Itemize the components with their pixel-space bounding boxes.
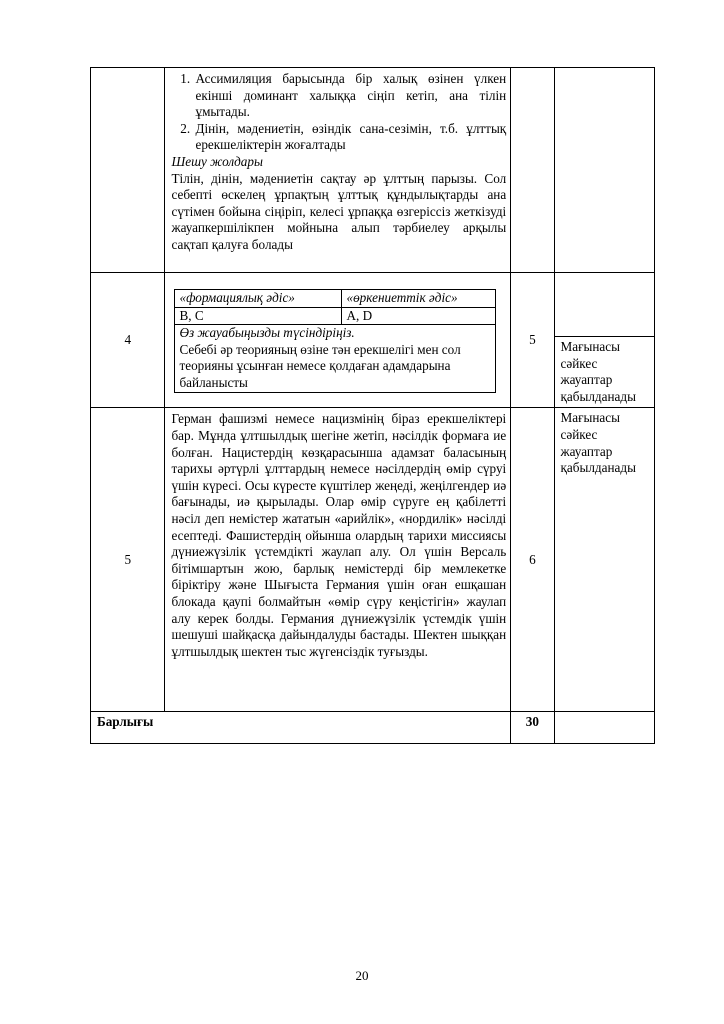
table-row	[175, 307, 496, 325]
note-cell	[554, 712, 655, 744]
answer-key-table	[90, 67, 655, 744]
table-row	[175, 325, 496, 392]
table-row-5	[91, 408, 655, 712]
method-header: «өркениеттік әдіс»	[342, 290, 496, 308]
note-cell	[554, 68, 655, 273]
method-value: B, C	[175, 307, 342, 325]
note-cell	[554, 273, 655, 408]
solution-text: Тілін, дінін, мәдениетін сақтау әр ұлттың парызы. Сол себепті өскелең ұрпақтың ұлттық құндылықтарды ана сүтімен бойына сіңіріп, келесі ұрпаққа өзгеріссіз жеткізуді жауапкершілікпен мойнына алып тәрбиелеу арқылы сақтап қалуға болады	[171, 170, 507, 252]
table-row-total	[91, 712, 655, 744]
method-header: «формациялық әдіс»	[175, 290, 342, 308]
explanation-cell	[175, 325, 496, 392]
total-label: Барлығы	[91, 712, 511, 744]
answer-cell	[165, 273, 511, 408]
total-score: 30	[511, 712, 554, 744]
list-item: 2. Дінін, мәдениетін, өзіндік сана-сезімін, т.б. ұлттық ерекшеліктерін жоғалтады	[193, 121, 506, 154]
explanation-heading: Өз жауабыңызды түсіндіріңіз.	[179, 325, 355, 341]
list-item: 1. Ассимиляция барысында бір халық өзінен үлкен екінші доминант халыққа сіңіп кетіп, ана тілін ұмытады.	[193, 71, 506, 121]
note-text: Мағынасы сәйкес жауаптар қабылданады	[555, 336, 655, 407]
solution-heading: Шешу жолдары	[171, 153, 263, 169]
answer-cell	[165, 68, 511, 273]
score-cell	[511, 68, 554, 273]
note-cell	[554, 408, 655, 712]
row-number-cell: 4	[91, 273, 165, 408]
note-text: Мағынасы сәйкес жауаптар қабылданады	[560, 410, 636, 476]
score-cell: 5	[511, 273, 554, 408]
score-cell: 6	[511, 408, 554, 712]
answer-cell: Герман фашизмі немесе нацизмінің біраз ерекшеліктері бар. Мұнда ұлтшылдық шегіне жетіп, нәсілдік формаға ие болған. Нацистердің көзқарасынша адамзат баласының тарихы әртүрлі ұлттардың немесе нәсілдердің өмір сүруі үшін күресі. Осы күресте күштілер жеңеді, жеңілгендер иә бағынады, иә қырылады. Олар өмір сүруге ең қабілетті нәсіл деп немістер жататын «арийлік», «нордилік» нәсілді есептеді. Фашистердің ойынша олардың тарихи миссиясы дүниежүзілік үстемдікті жаулап алу. Ол үшін Версаль бітімшартын жою, барлық немістерді бір мемлекетке біріктіру және Шығыста Германия үшін оған ешқашан блокада қаупі болмайтын «өмір сүру кеңістігін» жаулап алу керек болды. Германия дүниежүзілік үстемдік үшін шешуші шайқасқа дайындалуды бастады. Шектен шыққан ұлтшылдық шектен тыс жүгенсіздік туғызды.	[165, 408, 511, 712]
row-number-cell: 5	[91, 408, 165, 712]
table-row	[175, 290, 496, 308]
table-row-3	[91, 68, 655, 273]
page-number: 20	[355, 968, 369, 983]
table-row-4	[91, 273, 655, 408]
answer-list	[171, 71, 506, 154]
row-number-cell	[91, 68, 165, 273]
explanation-text: Себебі әр теорияның өзіне тән ерекшелігі мен сол теорияны ұсынған немесе қолдаған адамдарына байланысты	[179, 341, 461, 390]
method-value: A, D	[342, 307, 496, 325]
method-table	[174, 289, 496, 393]
